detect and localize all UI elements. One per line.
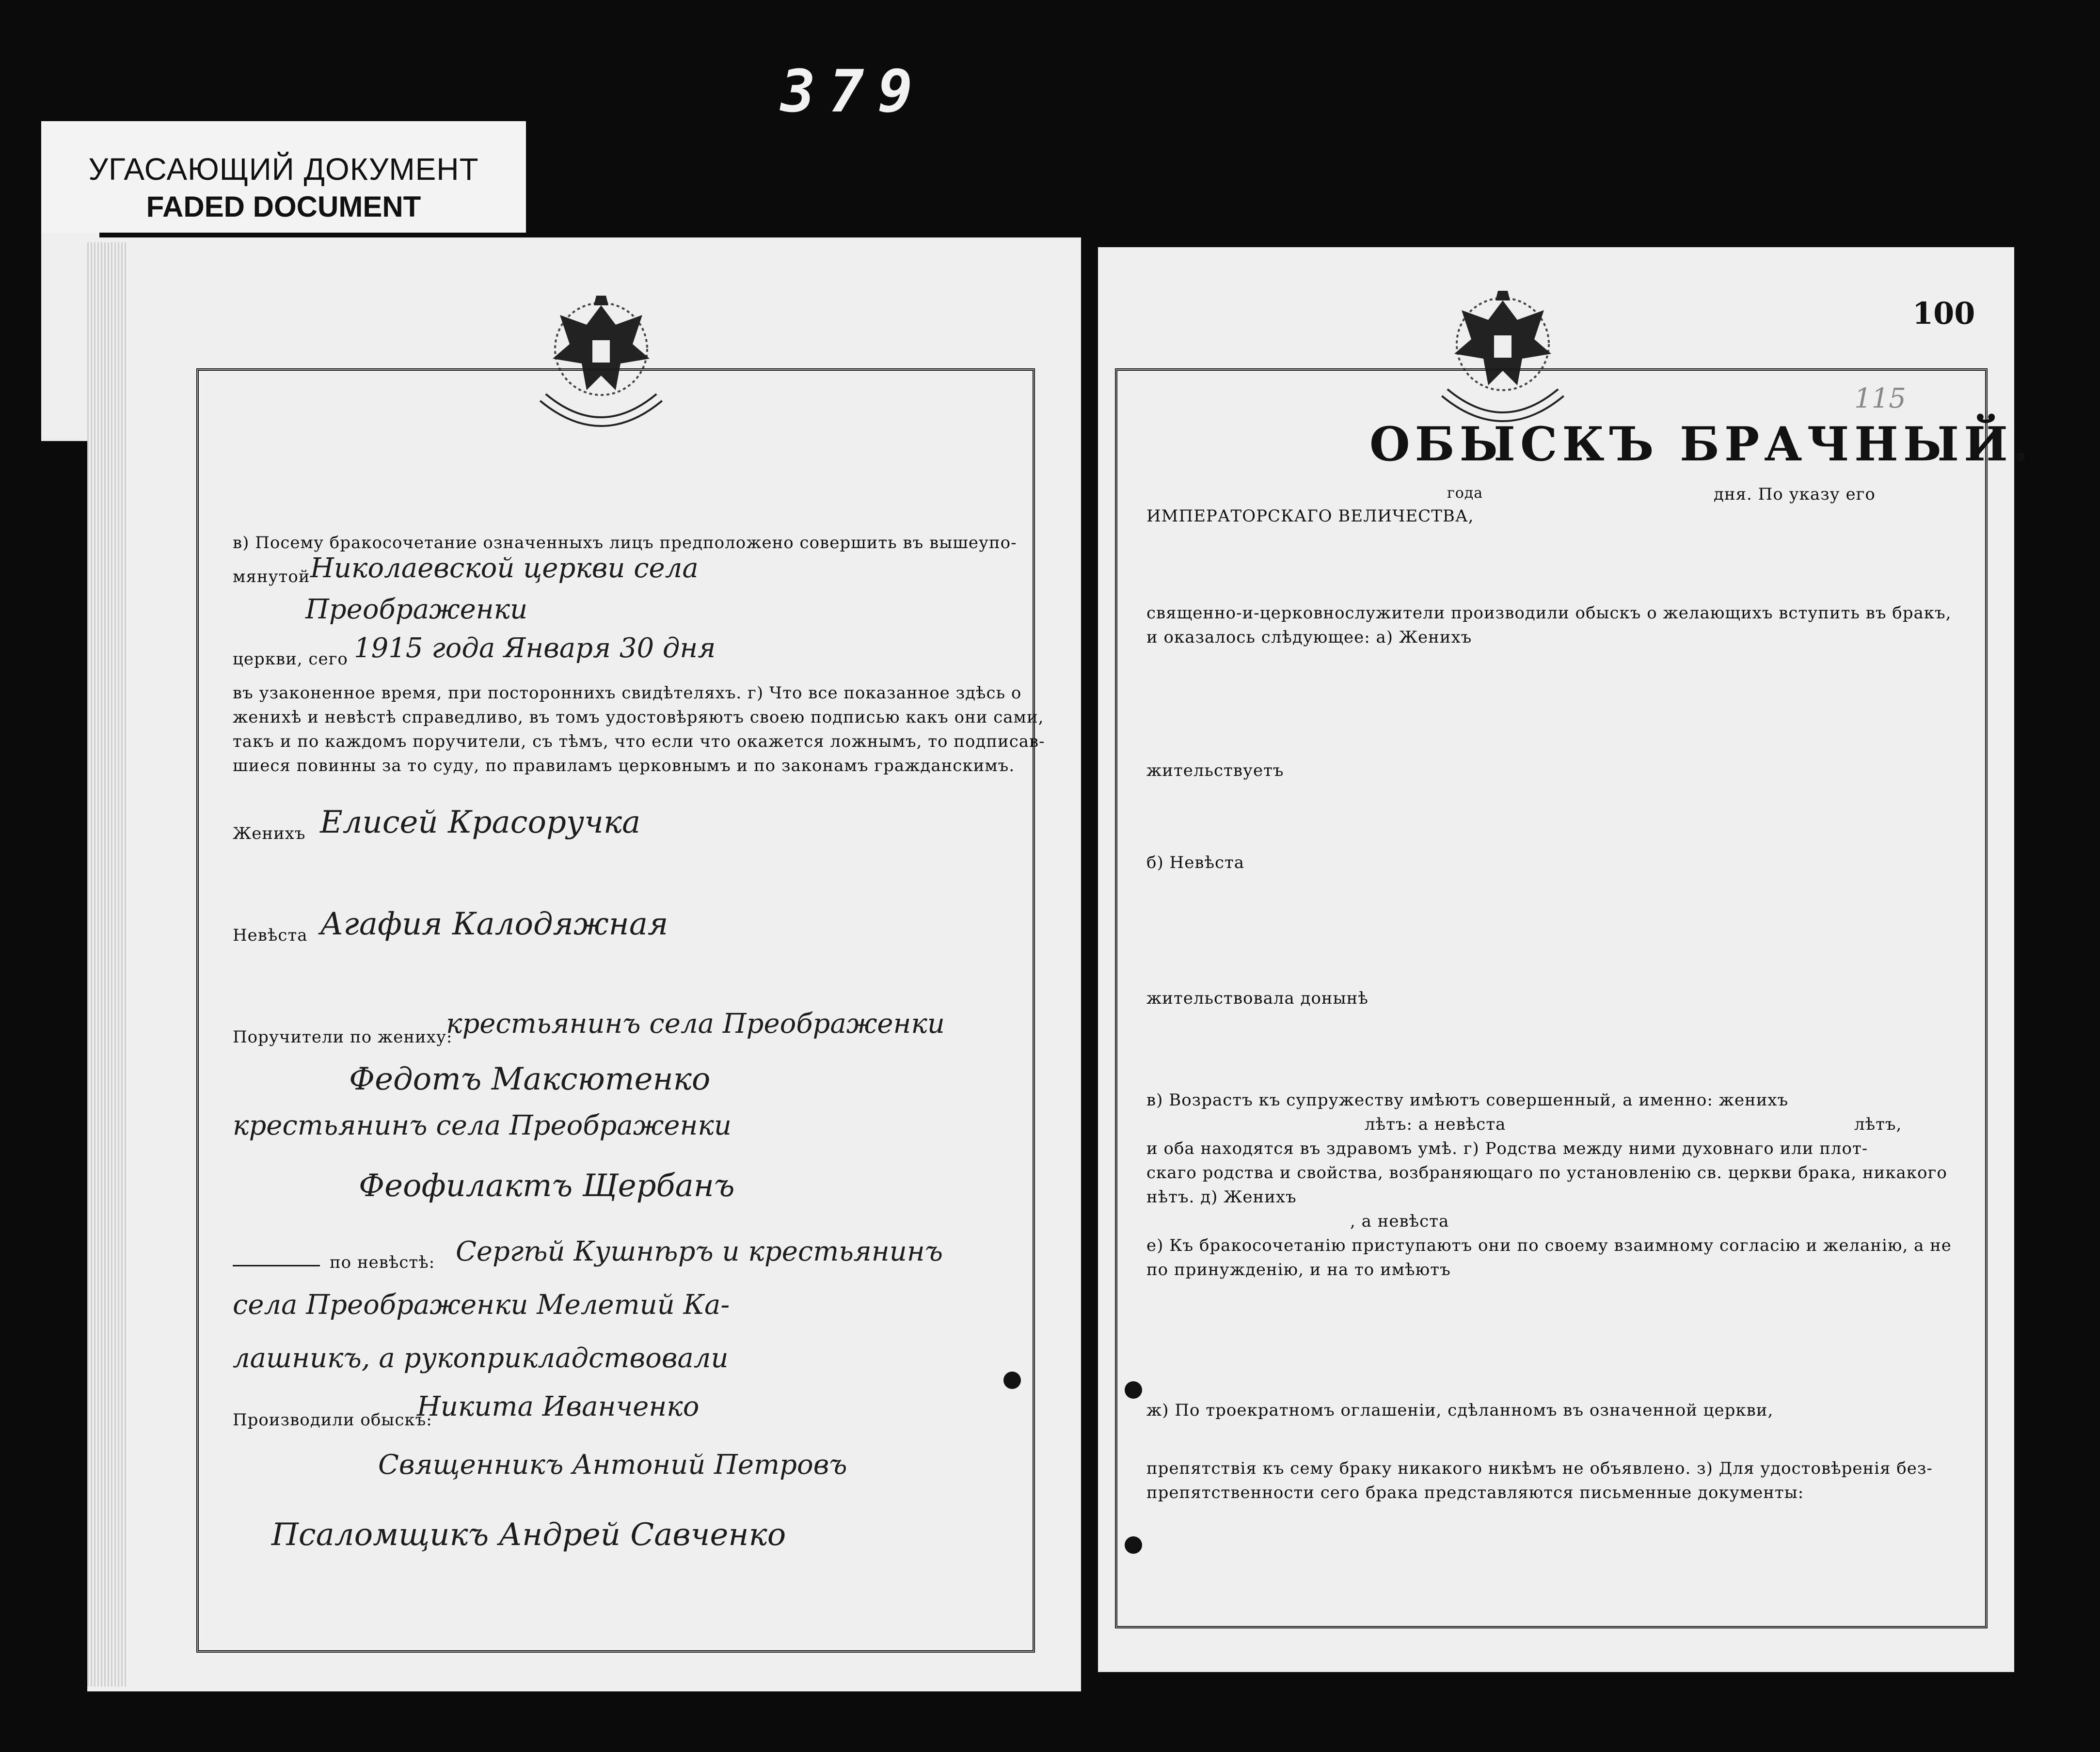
clergy-line: священно-и-церковнослужители производили обыскъ о желающихъ вступить въ бракъ, <box>1146 603 1952 623</box>
health-line: и оба находятся въ здравомъ умѣ. г) Родства между ними духовнаго или плот- <box>1146 1139 1868 1158</box>
punch-hole <box>1125 1536 1142 1554</box>
consent-line-1: е) Къ бракосочетанію приступаютъ они по своему взаимному согласію и желанію, а не <box>1146 1236 1952 1255</box>
hand-church-name: Николаевской церкви села <box>310 552 699 584</box>
hand-guarantor-1: крестьянинъ села Преображенки <box>446 1008 945 1040</box>
page-edges <box>87 242 126 1687</box>
right-page <box>1098 247 2034 1672</box>
para-v-label: мянутой <box>233 567 310 586</box>
announce-line: ж) По троекратномъ оглашеніи, сдѣланномъ въ означенной церкви, <box>1146 1401 1774 1420</box>
punch-hole <box>1125 1381 1142 1399</box>
hand-guarantor-4: Феофилактъ Щербанъ <box>359 1168 735 1204</box>
faded-label-russian: УГАСАЮЩИЙ ДОКУМЕНТ <box>88 152 479 187</box>
none-line: нѣтъ. д) Женихъ <box>1146 1187 1297 1207</box>
church-label: церкви, сего <box>233 649 348 669</box>
search-performers-label: Производили обыскъ: <box>233 1410 432 1430</box>
bride-label-right: б) Невѣста <box>1146 853 1245 872</box>
hand-guarantor-2: Федотъ Максютенко <box>349 1061 711 1097</box>
found-line: и оказалось слѣдующее: а) Женихъ <box>1146 628 1472 647</box>
hand-bride-guarantor-2: села Преображенки Мелетий Ка- <box>233 1289 730 1321</box>
page-number: 100 <box>1912 296 1975 331</box>
and-bride: , а невѣста <box>1350 1212 1449 1231</box>
years-1: лѣтъ: а невѣста <box>1365 1115 1506 1134</box>
faded-label-english: FADED DOCUMENT <box>146 190 421 223</box>
hand-guarantor-3: крестьянинъ села Преображенки <box>233 1110 732 1141</box>
hand-bride-guarantor-3: лашникъ, а рукоприкладствовали <box>233 1342 729 1374</box>
faded-document-label <box>41 121 526 233</box>
age-line: в) Возрастъ къ супружеству имѣютъ совершенный, а именно: женихъ <box>1146 1090 1789 1110</box>
impediment-line: препятствія къ сему браку никакого никѣмъ не объявлено. з) Для удостовѣренія без- <box>1146 1459 1933 1478</box>
hand-bride-name: Агафия Калодяжная <box>320 906 668 942</box>
hand-signature-2: Священникъ Антоний Петровъ <box>378 1449 847 1481</box>
para-text-3: такъ и по каждомъ поручители, съ тѣмъ, что если что окажется ложнымъ, то подписав- <box>233 732 1045 751</box>
blank-line <box>233 1265 320 1266</box>
hand-bride-guarantor-1: Сергѣй Кушнѣръ и крестьянинъ <box>456 1236 943 1267</box>
hand-signature-3: Псаломщикъ Андрей Савченко <box>271 1517 786 1553</box>
para-text-4: шиеся повинны за то суду, по правиламъ церковнымъ и по законамъ гражданскимъ. <box>233 756 1015 775</box>
bride-residence: жительствовала донынѣ <box>1146 989 1368 1008</box>
para-text-2: женихѣ и невѣстѣ справедливо, въ томъ удостовѣряютъ своею подписью какъ они сами, <box>233 708 1044 727</box>
hand-groom-name: Елисей Красоручка <box>320 805 641 840</box>
punch-hole <box>1003 1372 1021 1389</box>
guarantors-groom-label: Поручители по жениху: <box>233 1027 453 1047</box>
kin-line: скаго родства и свойства, возбраняющаго по установленію св. церкви брака, никакого <box>1146 1163 1947 1183</box>
majesty-line: ИМПЕРАТОРСКАГО ВЕЛИЧЕСТВА, <box>1146 506 1474 526</box>
hand-date: 1915 года Января 30 дня <box>354 632 716 664</box>
consent-line-2: по принужденію, и на то имѣютъ <box>1146 1260 1451 1279</box>
hand-signature-1: Никита Иванченко <box>417 1391 700 1422</box>
hand-village-name: Преображенки <box>305 594 528 625</box>
years-2: лѣтъ, <box>1854 1115 1902 1134</box>
bride-label: Невѣста <box>233 926 308 945</box>
para-text-1: въ узаконенное время, при постороннихъ свидѣтеляхъ. г) Что все показанное здѣсь о <box>233 683 1022 703</box>
document-title: ОБЫСКЪ БРАЧНЫЙ. <box>1369 417 2034 472</box>
margin-note: 115 <box>1854 383 1906 414</box>
groom-residence: жительствуетъ <box>1146 761 1284 780</box>
groom-label: Женихъ <box>233 824 306 843</box>
para-v-line1: в) Посему бракосочетание означенныхъ лицъ предположено совершить въ вышеупо- <box>233 533 1017 552</box>
days-label: дня. По указу его <box>1714 485 1876 504</box>
left-page <box>87 237 1081 1691</box>
guarantors-bride-label: по невѣстѣ: <box>330 1253 435 1272</box>
archive-number: 379 <box>780 58 926 126</box>
year-label: года <box>1447 485 1483 502</box>
docs-line: препятственности сего брака представляются письменные документы: <box>1146 1483 1804 1502</box>
